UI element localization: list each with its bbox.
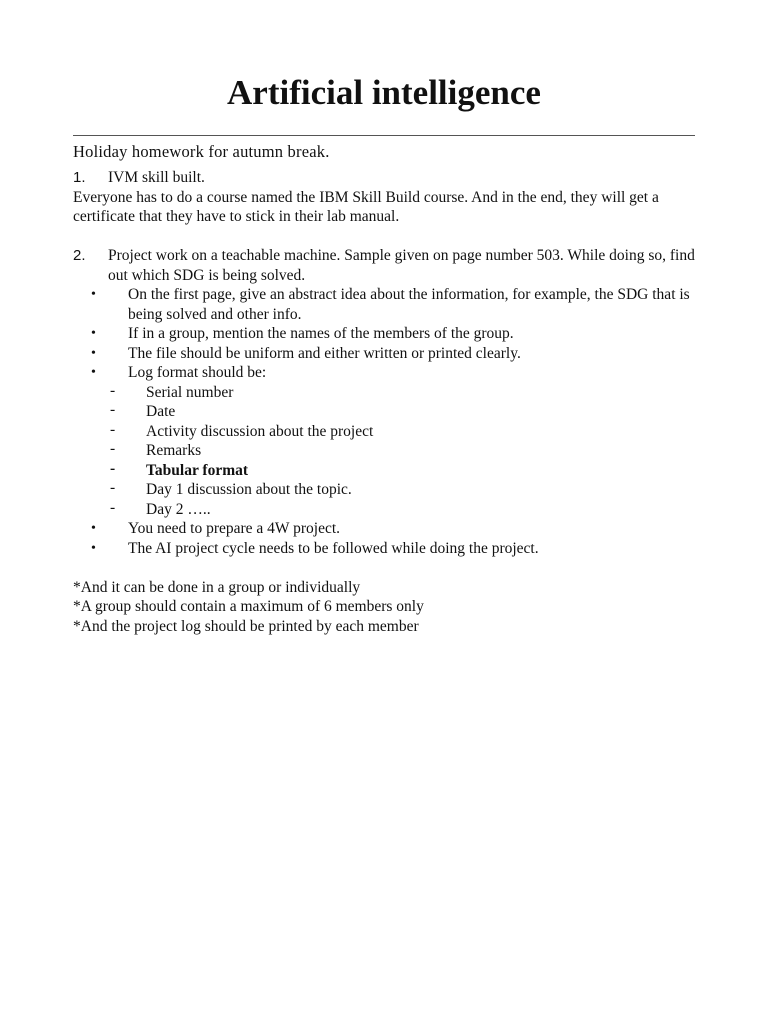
log-item-day-2: [73, 500, 695, 520]
numbered-item-1: [73, 168, 695, 188]
dash-marker: -: [110, 381, 116, 399]
notes-section: [73, 578, 695, 637]
dash-marker: -: [110, 440, 116, 457]
dash-marker: -: [110, 479, 116, 496]
item-1-heading: IVM skill built.: [108, 169, 205, 186]
bullet-text: The AI project cycle needs to be followed while doing the project.: [128, 539, 539, 557]
item-2-number: 2.: [73, 247, 86, 264]
bullet-text: Log format should be:: [128, 364, 267, 381]
dash-marker: -: [110, 420, 116, 438]
log-item-date: [73, 402, 695, 422]
bullet-item-project-cycle: [73, 539, 695, 559]
note-line: *And it can be done in a group or individually: [73, 578, 361, 596]
bullet-marker: •: [91, 287, 96, 302]
bullet-marker: •: [91, 345, 96, 361]
log-item-text: Remarks: [146, 442, 202, 459]
bullet-marker: •: [91, 326, 96, 341]
bullet-item-4w-project: [73, 519, 695, 539]
document-title: Artificial intelligence: [227, 73, 541, 112]
note-line: *And the project log should be printed by each member: [73, 617, 419, 635]
document-body: [73, 142, 695, 636]
title-divider: [73, 135, 695, 136]
item-1-body: Everyone has to do a course named the IBM Skill Build course. And in the end, they will get a certificate that they have to stick in their lab manual.: [73, 188, 659, 225]
log-item-text: Day 2 …..: [146, 500, 211, 518]
log-item-text: Day 1 discussion about the topic.: [146, 481, 352, 498]
log-item-text: Activity discussion about the project: [146, 422, 374, 440]
dash-marker: -: [110, 459, 116, 477]
log-item-text: Date: [146, 403, 176, 420]
log-item-serial-number: [73, 383, 695, 403]
bullet-text: The file should be uniform and either written or printed clearly.: [128, 344, 521, 362]
bullet-text: You need to prepare a 4W project.: [128, 520, 341, 537]
item-2-bullet-list-after: [73, 519, 695, 558]
bullet-marker: •: [91, 540, 96, 556]
item-2-heading: Project work on a teachable machine. Sample given on page number 503. While doing so, find out which SDG is being solved.: [108, 247, 695, 284]
item-1-number: 1.: [73, 169, 86, 186]
note-line: *A group should contain a maximum of 6 members only: [73, 598, 424, 615]
numbered-item-2: [73, 246, 695, 285]
bullet-marker: •: [91, 521, 96, 536]
bullet-text: On the first page, give an abstract idea about the information, for example, the SDG that is being solved and other info.: [128, 286, 690, 323]
bullet-item-abstract: [73, 285, 695, 324]
log-item-activity: [73, 422, 695, 442]
dash-marker: -: [110, 401, 116, 418]
spacer: [73, 227, 695, 247]
bullet-text: If in a group, mention the names of the members of the group.: [128, 325, 514, 342]
log-format-list: [73, 383, 695, 520]
log-item-text: Tabular format: [146, 461, 249, 479]
document-subtitle: Holiday homework for autumn break.: [73, 142, 330, 161]
log-item-remarks: [73, 441, 695, 461]
spacer: [73, 558, 695, 578]
log-item-text: Serial number: [146, 383, 234, 401]
bullet-item-group-names: [73, 324, 695, 344]
dash-marker: -: [110, 498, 116, 516]
bullet-item-file-uniform: [73, 344, 695, 364]
item-2-bullet-list: [73, 285, 695, 383]
log-item-day-1: [73, 480, 695, 500]
bullet-item-log-format: [73, 363, 695, 383]
bullet-marker: •: [91, 365, 96, 380]
log-item-tabular-format: [73, 461, 695, 481]
